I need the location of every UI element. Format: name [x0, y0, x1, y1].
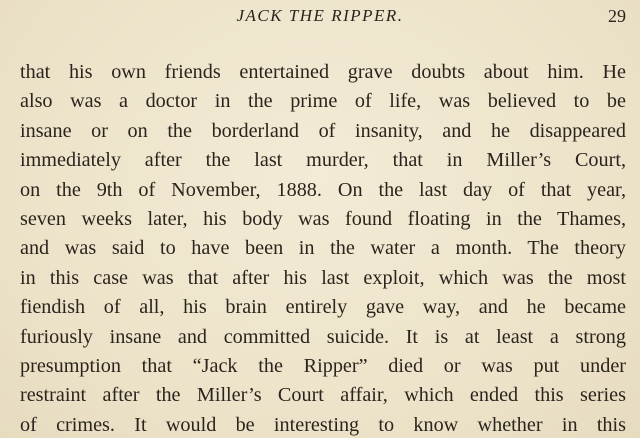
text-line: also was a doctor in the prime of life, was believed to be [20, 90, 626, 113]
text-line: immediately after the last murder, that in Miller’s Court, [20, 149, 626, 172]
text-line: insane or on the borderland of insanity, and he disappeared [20, 119, 626, 142]
text-line: in this case was that after his last exploit, which was the most [20, 266, 626, 289]
text-line: of crimes. It would be interesting to know whether in this [20, 413, 626, 436]
text-line: on the 9th of November, 1888. On the last day of that year, [20, 178, 626, 201]
body-text [20, 58, 626, 438]
running-head [0, 4, 640, 32]
page-number: 29 [608, 6, 626, 26]
text-line: fiendish of all, his brain entirely gave way, and he became [20, 296, 626, 319]
text-line: that his own friends entertained grave doubts about him. He [20, 61, 626, 83]
text-line: restraint after the Miller’s Court affair, which ended this series [20, 384, 626, 407]
running-title: JACK THE RIPPER. [236, 6, 404, 25]
text-line: presumption that “Jack the Ripper” died or was put under [20, 354, 626, 377]
text-line: furiously insane and committed suicide. It is at least a strong [20, 325, 626, 348]
text-line: seven weeks later, his body was found floating in the Thames, [20, 207, 626, 230]
text-line: and was said to have been in the water a month. The theory [20, 237, 626, 260]
